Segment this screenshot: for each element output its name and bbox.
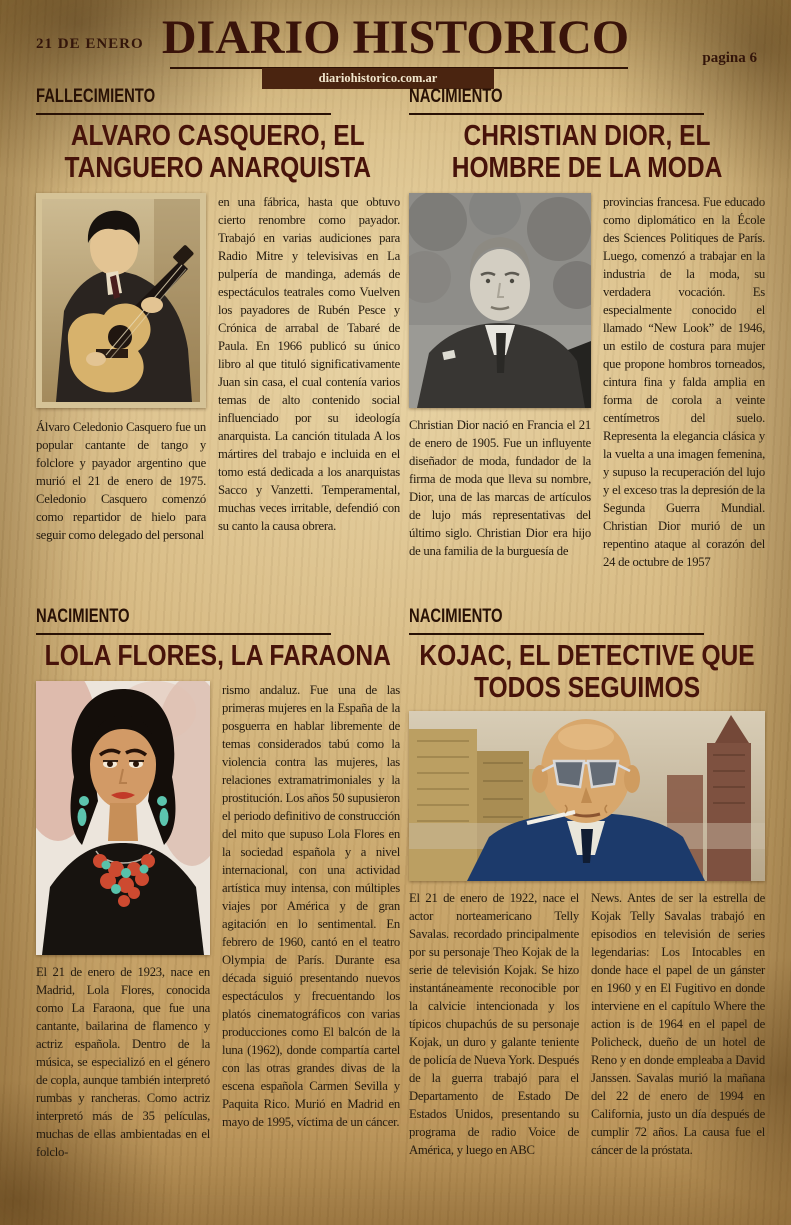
headline-line-1: ALVARO CASQUERO, EL — [71, 120, 365, 152]
section-label-underline — [36, 606, 331, 635]
edition-date: 21 DE ENERO — [36, 36, 144, 52]
section-label-nacimiento: NACIMIENTO — [409, 606, 503, 627]
headline-line-2: TANGUERO ANARQUISTA — [64, 151, 372, 184]
headline-lola-flores — [36, 641, 400, 673]
article-body-col1: Christian Dior nació en Francia el 21 de enero de 1905. Fue un influyente diseñador de moda, fundador de la firma de moda que lleva su nombre, Dior, una de las marcas de artículos de lujo más representativas del último siglo. Christian Dior era hijo de una familia de la burguesía de — [409, 417, 591, 558]
headline-kojac — [409, 641, 765, 705]
headline-line-2: HOMBRE DE LA MODA — [451, 151, 723, 184]
lola-flores-portrait-photo — [36, 681, 210, 955]
kojac-telly-savalas-photo — [409, 711, 765, 881]
article-kojac — [409, 606, 765, 1159]
article-body-col1: El 21 de enero de 1922, nace el actor norteamericano Telly Savalas. recordado principalmente por su personaje Theo Kojak de la serie de televisión Kojak. Se hizo instantáneamente reconocible por la calvicie intencionada y los típicos chupachús de su personaje Kojak, un duro y galante teniente de policía de Nueva York. Después de la guerra trabajó para el Departamento de Estado De Estados Unidos, presentando su programa de radio Voice de América, y luego en ABC — [409, 890, 580, 1157]
article-body-col2: News. Antes de ser la estrella de Kojak Telly Savalas trabajó en episodios en televisión de series legendarias: Los Intocables en donde hace el papel de un gánster en 1960 y en El Fugitivo en donde interviene en el capítulo Where the action is de 1964 en el papel de Policheck, dueño de un hotel de Reno y en donde empleaba a David Janssen. Savalas murió la mañana del 22 de enero de 1994 en California, justo un día después de cumplir 72 años. La causa fue el cáncer de la próstata. — [591, 890, 765, 1157]
headline-line-1: LOLA FLORES, LA FARAONA — [44, 640, 392, 672]
headline-line-1: KOJAC, EL DETECTIVE QUE — [419, 640, 755, 672]
section-label-nacimiento: NACIMIENTO — [409, 86, 503, 107]
article-christian-dior — [409, 86, 765, 571]
section-label-fallecimiento: FALLECIMIENTO — [36, 86, 156, 107]
christian-dior-portrait-photo — [409, 193, 591, 408]
headline-christian-dior — [409, 121, 765, 185]
alvaro-casquero-guitarist-photo — [36, 193, 206, 408]
headline-alvaro-casquero — [36, 121, 400, 185]
newspaper-title: DIARIO HISTORICO — [161, 11, 630, 64]
article-body-col1: Álvaro Celedonio Casquero fue un popular cantante de tango y folclore y payador argentino que murió el 21 de enero de 1975. Celedonio Casquero comenzó como repartidor de hielo para seguir como delegado del personal — [36, 419, 206, 542]
section-label-underline — [409, 606, 704, 635]
article-alvaro-casquero — [36, 86, 400, 544]
website-url: diariohistorico.com.ar — [318, 71, 438, 85]
headline-line-2: TODOS SEGUIMOS — [473, 671, 701, 704]
article-lola-flores — [36, 606, 400, 1161]
article-body-col1: El 21 de enero de 1923, nace en Madrid, Lola Flores, conocida como La Faraona, que fue una cantante, bailarina de flamenco y actriz española. Dentro de la música, se especializó en el género de copla, aunque también interpretó rumbas y rancheras. Como actriz interpretó más de 35 películas, muchas de ellas ambientadas en el folclo- — [36, 964, 210, 1159]
article-body-col2: provincias francesa. Fue educado como diplomático en la École des Sciences Politiques de París. Luego, comenzó a trabajar en la industria de la moda, su verdadera vocación. Es especialmente conocido el llamado “New Look” de 1946, un estilo de costura para mujer que propone hombros torneados, cintura fina y falda amplia en forma de corola a veinte centímetros del suelo. Representa la elegancia clásica y la vuelta a una imagen femenina, y supuso la recuperación del lujo y el exceso tras la depresión de la Segunda Guerra Mundial. Christian Dior murió de un repentino ataque al corazón del 24 de octubre de 1957 — [603, 194, 765, 569]
article-body-col2: en una fábrica, hasta que obtuvo cierto renombre como payador. Trabajó en varias audiciones para Radio Mitre y televisivas en La pulpería de mandinga, además de espectáculos teatrales como Vuelven los payadores de Rubén Pesce y Crónica de arrabal de Tabaré de Paula. En 1966 publicó su único libro al que tituló significativamente Juan sin casa, el cual contenía varios temas de alto contenido social influenciado por su ideología anarquista. La canción titulada A los mártires del trabajo e incluida en el tomo está dedicada a los anarquistas Sacco y Vanzetti. Temperamental, muchas veces irritable, defendió con su canto la causa obrera. — [218, 194, 400, 533]
section-label-underline — [36, 86, 331, 115]
section-label-nacimiento: NACIMIENTO — [36, 606, 130, 627]
headline-line-1: CHRISTIAN DIOR, EL — [463, 120, 711, 152]
article-body-col2: rismo andaluz. Fue una de las primeras mujeres en la España de la posguerra en hablar libremente de temas considerados tabú como la violencia contra las mujeres, las relaciones extramatrimoniales y la prostitución. Los años 50 supusieron el periodo definitivo de construcción del mito que supuso Lola Flores en la sociedad española y a nivel internacional, con una actividad artística muy intensa, con múltiples viajes por América y de gran agitación en lo sentimental. En febrero de 1960, cantó en el teatro Olympia de París. Durante esa década siguió presentando nuevos espectáculos y frecuentando los platós cinematográficos con varias producciones como El balcón de la luna (1962), donde compartía cartel con las otras grandes divas de la escena española Carmen Sevilla y Paquita Rico. Murió en Madrid en mayo de 1995, víctima de un cáncer. — [222, 682, 400, 1129]
page-number: pagina 6 — [702, 50, 757, 66]
section-label-underline — [409, 86, 704, 115]
